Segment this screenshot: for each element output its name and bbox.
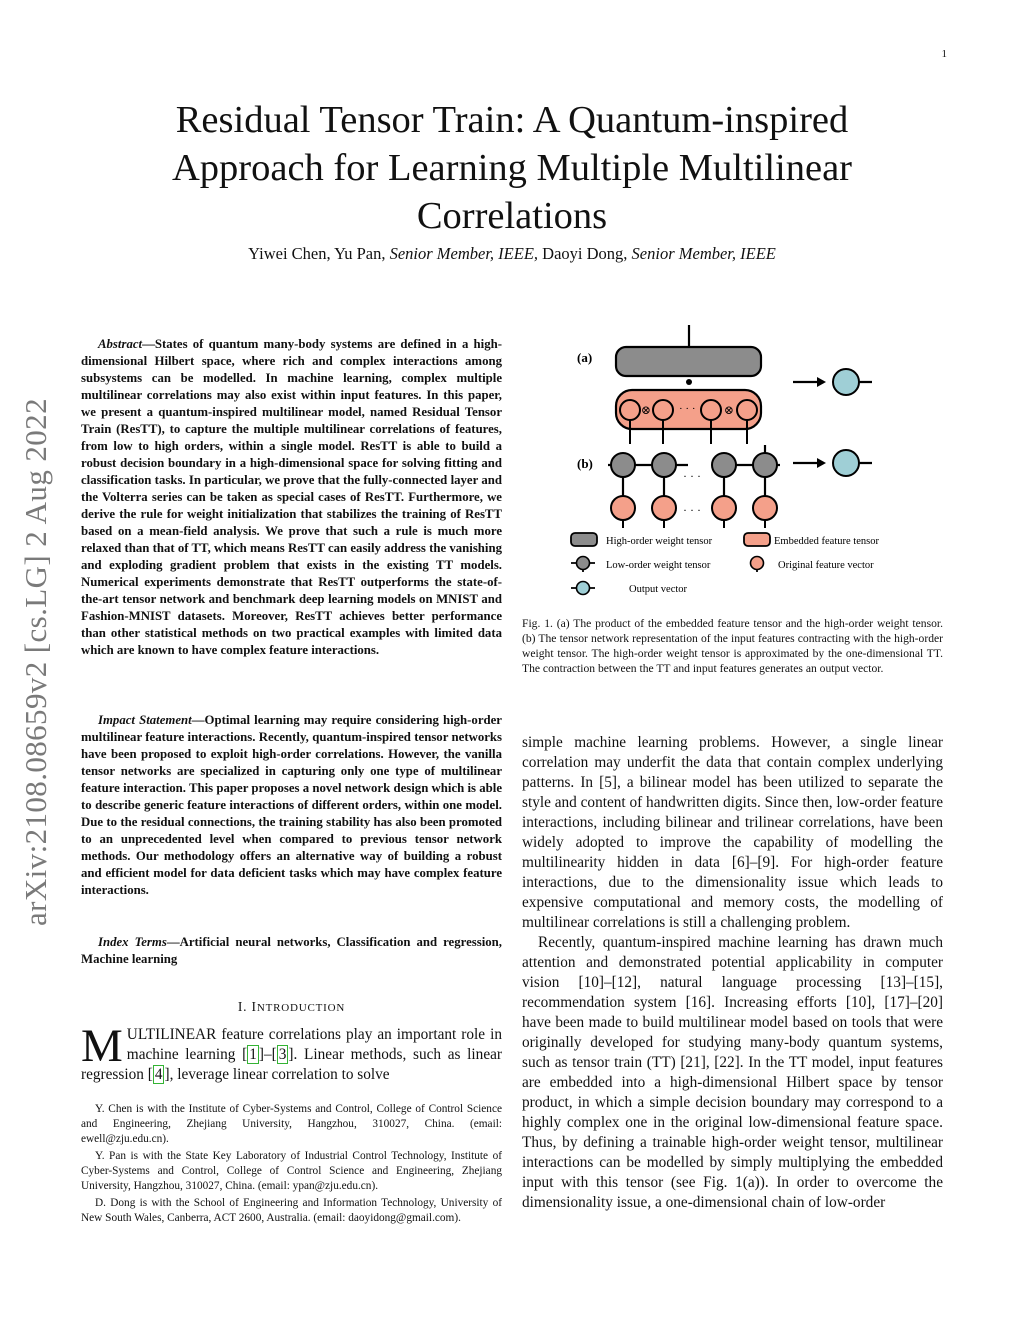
section-first-letter: I — [251, 999, 257, 1014]
legend-swatch-high-weight — [571, 533, 597, 546]
legend-swatch-embedded — [744, 533, 770, 546]
abstract — [81, 336, 502, 659]
index-terms — [81, 934, 502, 968]
ellipsis: · · · — [679, 403, 696, 415]
contraction-dot — [686, 379, 692, 385]
paper-title: Residual Tensor Train: A Quantum-inspired Approach for Learning Multiple Multilinear Correlations — [172, 99, 852, 237]
page-number: 1 — [941, 48, 947, 60]
original-feature-node — [753, 496, 777, 520]
body-paragraph-2: Recently, quantum-inspired machine learning has drawn much attention and demonstrated potential applicability in computer vision [10]–[12], natural language processing [13]–[15], recommendation system [16]. Increasing efforts [10], [17]–[20] have been made to build multilinear model based on tools that were originally developed for studying many-body quantum systems, such as tensor train (TT) [21], [22]. In the TT model, input features are embedded into a high-dimensional Hilbert space by tensor product, in which a simple decision boundary may correspond to a highly complex one in the original low-dimensional feature space. Thus, by defining a trainable high-order weight tensor, multilinear interactions can be modelled by simply multiplying the embedded input with this tensor (see Fig. 1(a)). In order to overcome the dimensionality issue, a one-dimensional chain of low-order — [522, 934, 943, 1211]
low-order-weight-node — [712, 453, 736, 477]
legend-high-weight: High-order weight tensor — [606, 536, 713, 547]
footnote-dong: D. Dong is with the School of Engineering and Information Technology, University of New South Wales, Canberra, ACT 2600, Australia. (email: daoyidong@gmail.com). — [81, 1197, 502, 1224]
ellipsis: · · · — [683, 469, 701, 483]
footnotes — [81, 1102, 502, 1228]
low-order-weight-node — [652, 453, 676, 477]
figure-label-a: (a) — [577, 350, 593, 365]
original-feature-node — [611, 496, 635, 520]
drop-cap: M — [81, 1020, 123, 1072]
section-numeral: I. — [237, 999, 252, 1014]
ellipsis: · · · — [683, 503, 701, 517]
feature-node — [620, 400, 640, 420]
legend-original: Original feature vector — [778, 560, 874, 571]
feature-node — [653, 400, 673, 420]
legend-swatch-output — [577, 582, 590, 595]
body-paragraph-1: simple machine learning problems. However, a single linear correlation may underfit the data that contain complex underlying patterns. In [5], a bilinear model has been utilized to separate the style and content of handwritten digits. Since then, low-order feature interactions, including bilinear and trilinear correlations, have been widely adopted to improve the capability of modelling the multilinearity hidden in data [6]–[9]. For high-order feature interactions, due to the dimensionality issue which leads to expensive computational and memory costs, the modelling of multilinear correlations is still a challenging problem. — [522, 734, 943, 931]
footnote-pan: Y. Pan is with the State Key Laboratory of Industrial Control Technology, Institute of Cyber-Systems and Control, College of Control Science and Engineering, Zhejiang University, Hangzhou, 310027, China. (email: ypan@zju.edu.cn). — [81, 1150, 502, 1192]
intro-text: , leverage linear correlation to solve — [169, 1066, 390, 1083]
author-role-1: Senior Member, IEEE, — [389, 244, 539, 263]
intro-block — [81, 1020, 502, 1085]
index-terms-text: —Artificial neural networks, Classification and regression, Machine learning — [81, 935, 502, 966]
author-line — [100, 244, 924, 264]
impact-block — [81, 712, 502, 899]
legend-swatch-low-weight — [577, 557, 590, 570]
figure-label-b: (b) — [577, 456, 593, 471]
intro-text: . Linear methods, such as linear regression — [81, 1046, 502, 1083]
abstract-block — [81, 336, 502, 659]
author-role-2: Senior Member, IEEE — [631, 244, 776, 263]
output-vector-node — [833, 450, 859, 476]
section-rest: NTRODUCTION — [256, 1002, 346, 1014]
tensor-product-symbol: ⊗ — [724, 403, 735, 417]
low-order-weight-node — [753, 453, 777, 477]
abstract-text: —States of quantum many-body systems are defined in a high-dimensional Hilbert space, where rich and complex interactions among subsystems can be modelled. In machine learning, complex multiple multilinear correlations may also exist within input features. In this paper, we present a quantum-inspired multilinear model, named Residual Tensor Train (ResTT), to capture the multiple multilinear correlations of features, from low to high orders, within a single model. ResTT is able to build a robust decision boundary in a high-dimensional space for solving fitting and classification tasks. In particular, we prove that the fully-connected layer and the Volterra series can be taken as special cases of ResTT. Furthermore, we derive the rule for weight initialization that stabilizes the training of ResTT based on a mean-field analysis. We prove that such a rule is much more relaxed than that of TT, which means ResTT can easily address the vanishing and exploding gradient problem that exists in the existing TT models. Numerical experiments demonstrate that ResTT outperforms the state-of-the-art tensor network and benchmark deep learning models on MNIST and Fashion-MNIST datasets. Moreover, ResTT achieves better performance than other statistical methods on two practical examples with limited data which are known to have complex feature interactions. — [81, 337, 502, 657]
feature-node — [701, 400, 721, 420]
legend-swatch-original — [751, 557, 764, 570]
citation-link[interactable]: 4 — [154, 1066, 163, 1083]
original-feature-node — [712, 496, 736, 520]
impact-label: Impact Statement — [98, 713, 192, 727]
section-heading — [81, 999, 502, 1015]
author-names-2: Daoyi Dong, — [538, 244, 632, 263]
author-names-1: Yiwei Chen, Yu Pan, — [248, 244, 390, 263]
legend-low-weight: Low-order weight tensor — [606, 560, 711, 571]
figure-1 — [560, 320, 920, 605]
arxiv-stamp: arXiv:2108.08659v2 [cs.LG] 2 Aug 2022 — [18, 398, 53, 926]
intro-text: ULTILINEAR feature correlations play an important role in machine learning — [126, 1026, 502, 1063]
legend-embedded: Embedded feature tensor — [774, 536, 879, 547]
output-vector-node — [833, 369, 859, 395]
impact-statement — [81, 712, 502, 899]
legend-output: Output vector — [629, 584, 688, 595]
tensor-product-symbol: ⊗ — [641, 403, 652, 417]
intro-text: – — [264, 1046, 272, 1063]
index-terms-block — [81, 934, 502, 968]
index-terms-label: Index Terms — [98, 935, 167, 949]
feature-node — [737, 400, 757, 420]
figure-caption: Fig. 1. (a) The product of the embedded feature tensor and the high-order weight tensor. (b) The tensor network representation of the input features contracting with the high-order weight tensor. The high-order weight tensor is approximated by the one-dimensional TT. The contraction between the TT and input features generates an output vector. — [522, 617, 943, 675]
abstract-label: Abstract — [98, 337, 143, 351]
footnote-chen: Y. Chen is with the Institute of Cyber-Systems and Control, College of Control Science and Engineering, Zhejiang University, Hangzhou, 310027, China. (email: ewell@zju.edu.cn). — [81, 1103, 502, 1145]
intro-paragraph: MULTILINEAR feature correlations play an important role in machine learning [ 1 ]–[ 3 ]. Linear methods, such as linear regression [ 4 ], leverage linear correlation to solve — [81, 1020, 502, 1083]
original-feature-node — [652, 496, 676, 520]
right-column-text — [522, 733, 943, 1213]
high-order-weight-tensor — [616, 347, 761, 376]
low-order-weight-node — [611, 453, 635, 477]
citation-link[interactable]: 3 — [278, 1046, 287, 1063]
citation-link[interactable]: 1 — [249, 1046, 257, 1063]
impact-text: —Optimal learning may require considering high-order multilinear feature interactions. Recently, quantum-inspired tensor networks have been proposed to exploit high-order correlations. However, the vanilla tensor networks are specialized in capturing only one type of multilinear feature interaction. This paper proposes a novel network design which is able to describe generic feature interactions of different orders, within one model. Due to the residual connections, the training stability has also been promoted to an unprecedented level when compared to previous tensor network methods. Our methodology offers an alternative way of building a robust and efficient model for data deficient tasks which may have complex feature interactions. — [81, 713, 502, 897]
